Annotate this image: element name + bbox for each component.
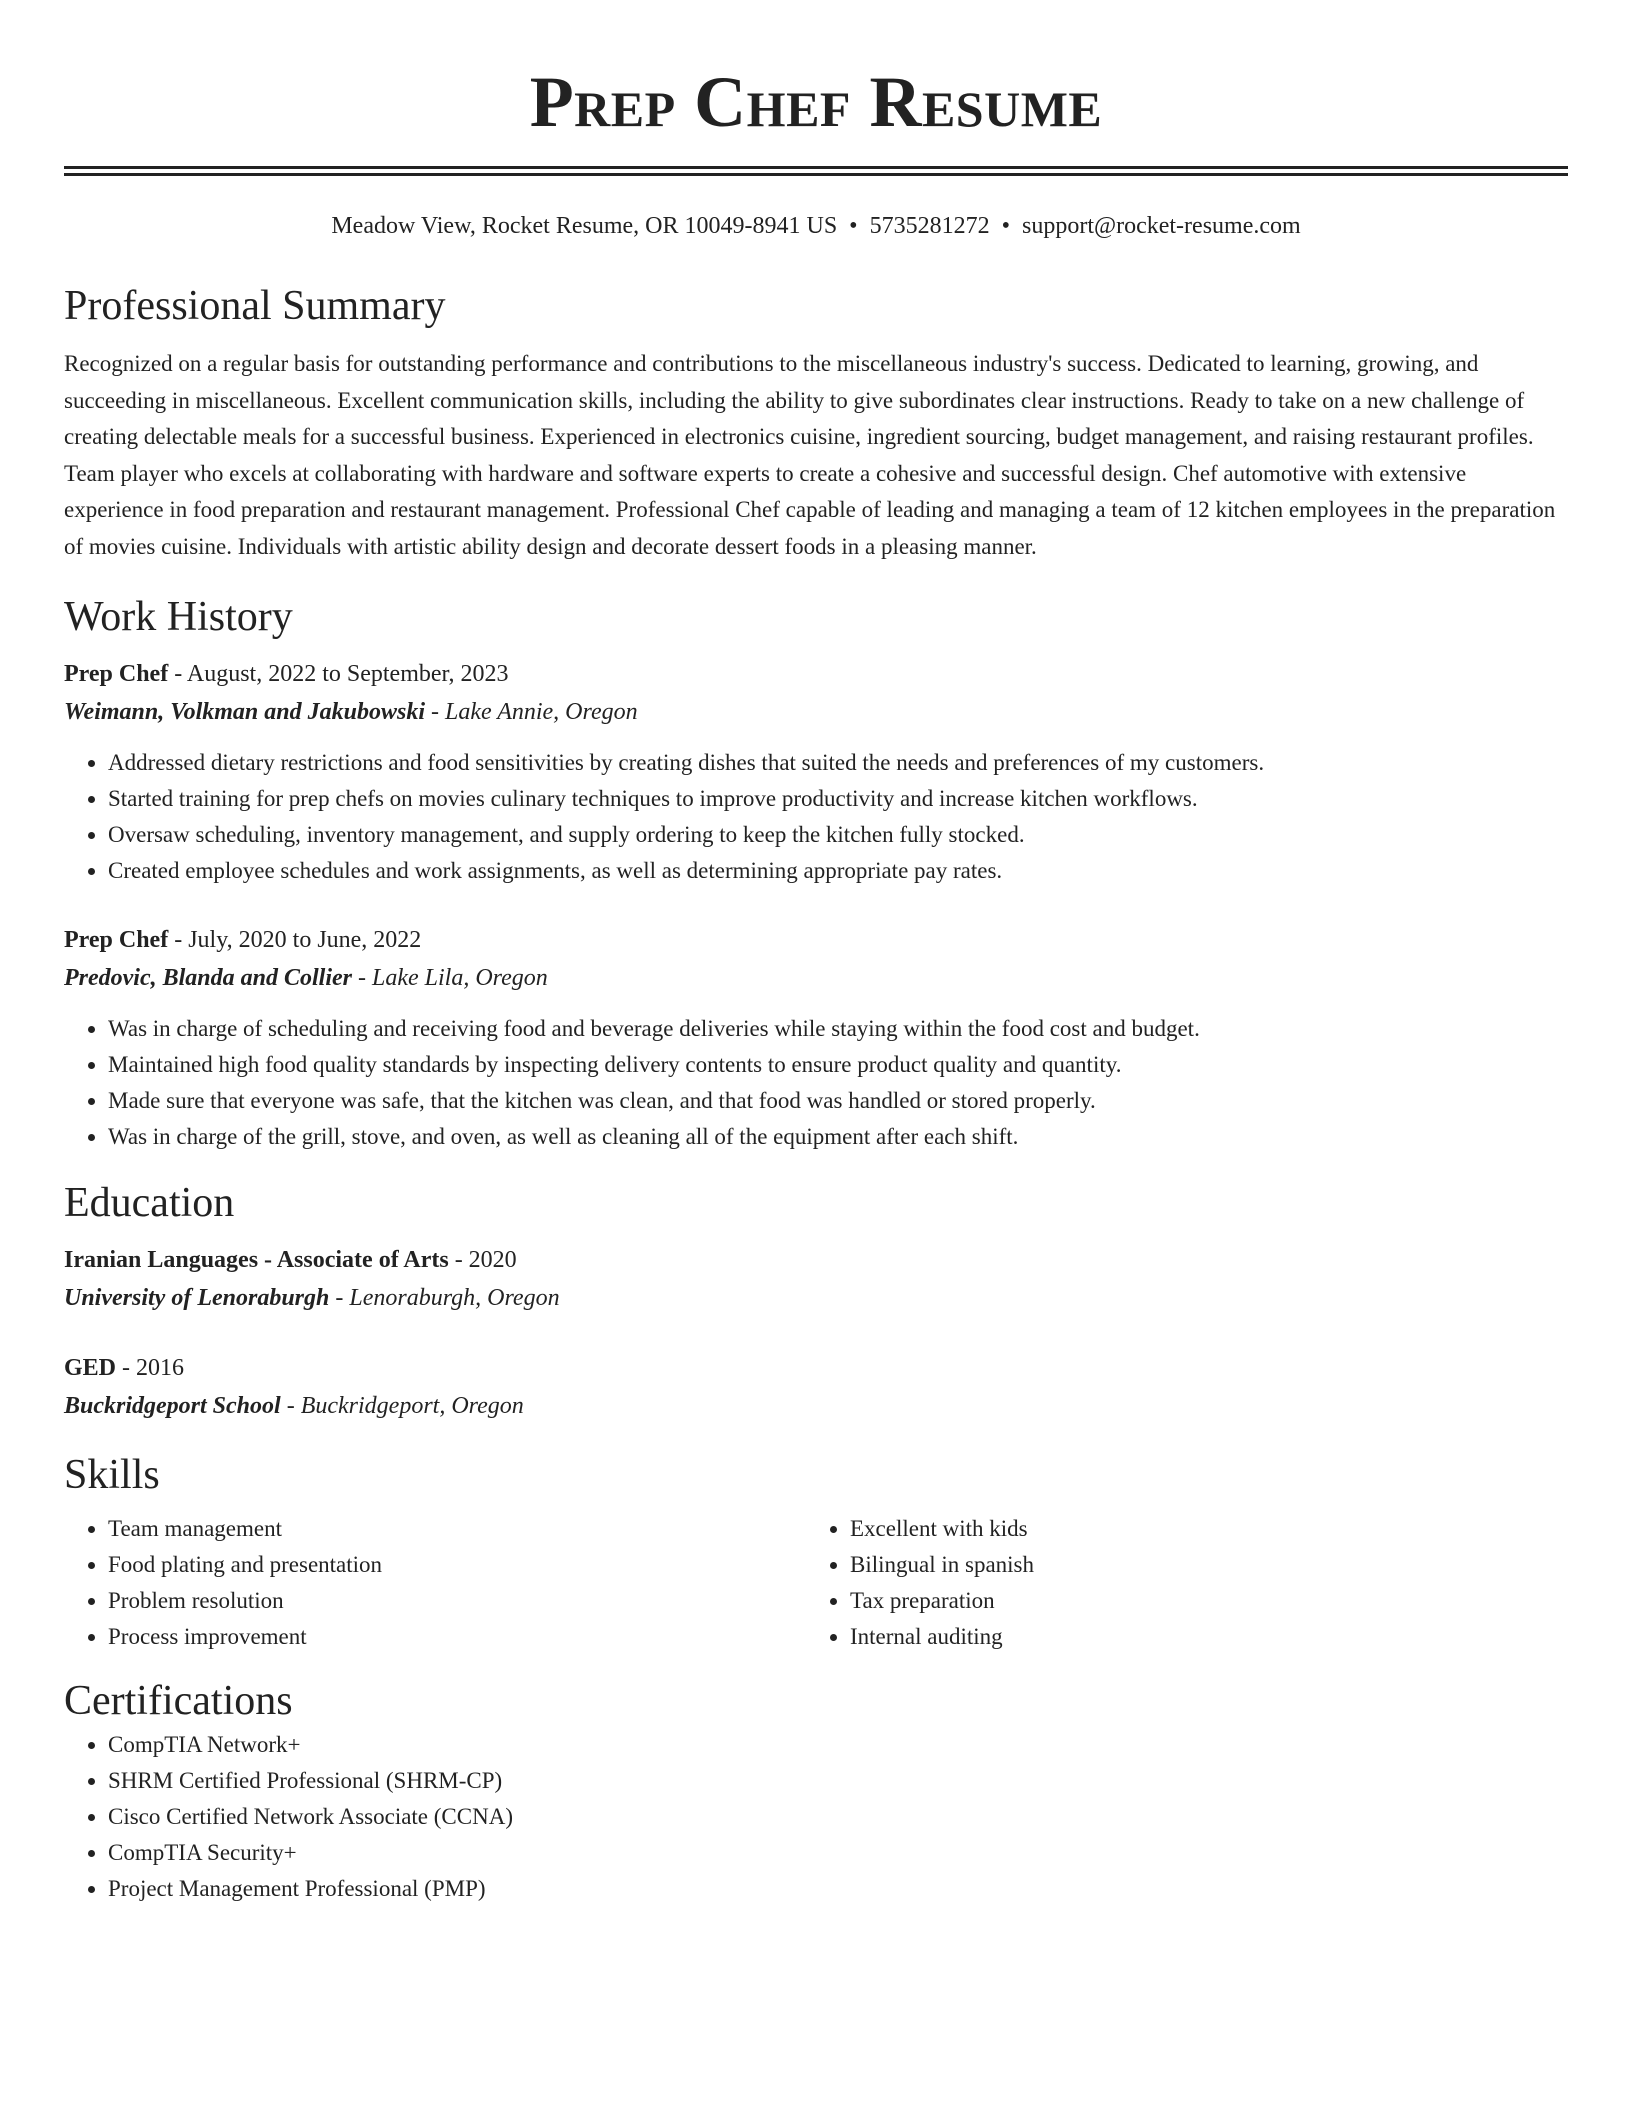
- job-location: - Lake Annie, Oregon: [424, 699, 638, 725]
- education-school-line: [64, 1279, 1568, 1317]
- education-location: - Lenoraburgh, Oregon: [329, 1285, 560, 1311]
- skills-column-right: [806, 1511, 1548, 1655]
- job-company: Weimann, Volkman and Jakubowski: [64, 699, 425, 725]
- job-company-line: [64, 959, 1568, 997]
- section-title-certifications: Certifications: [64, 1678, 293, 1724]
- skills-column-left: [64, 1511, 806, 1655]
- job-location: - Lake Lila, Oregon: [352, 965, 548, 991]
- skill-item: • Process improvement: [108, 1619, 806, 1655]
- certification-item: • Project Management Professional (PMP): [108, 1871, 1568, 1907]
- resume-title: Prep Chef Resume: [529, 62, 1103, 142]
- skill-item: • Team management: [108, 1511, 806, 1547]
- list-item: • Created employee schedules and work assignments, as well as determining appropriate pay rates.: [108, 853, 1568, 889]
- education-entry: [64, 1349, 1568, 1425]
- job-heading: [64, 655, 1568, 693]
- job-entry: [64, 921, 1568, 1155]
- skill-item: • Internal auditing: [850, 1619, 1548, 1655]
- certifications-list: [64, 1727, 1568, 1907]
- certification-item: • CompTIA Security+: [108, 1835, 1568, 1871]
- section-title-work: Work History: [64, 594, 293, 640]
- section-title-education: Education: [64, 1180, 235, 1226]
- job-entry: [64, 655, 1568, 889]
- certification-item: • SHRM Certified Professional (SHRM-CP): [108, 1763, 1568, 1799]
- education-school: University of Lenoraburgh: [64, 1285, 330, 1311]
- education-degree: GED: [64, 1355, 117, 1381]
- education-year: - 2016: [116, 1355, 185, 1381]
- skill-item: • Tax preparation: [850, 1583, 1548, 1619]
- list-item: • Oversaw scheduling, inventory management, and supply ordering to keep the kitchen fully stocked.: [108, 817, 1568, 853]
- list-item: • Addressed dietary restrictions and food sensitivities by creating dishes that suited the needs and preferences of my customers.: [108, 745, 1568, 781]
- list-item: • Started training for prep chefs on movies culinary techniques to improve productivity and increase kitchen workflows.: [108, 781, 1568, 817]
- job-role: Prep Chef: [64, 661, 169, 687]
- education-year: - 2020: [448, 1247, 517, 1273]
- job-company-line: [64, 693, 1568, 731]
- skills-list: [806, 1511, 1548, 1655]
- job-bullets: [64, 1011, 1568, 1155]
- list-item: • Made sure that everyone was safe, that the kitchen was clean, and that food was handled or stored properly.: [108, 1083, 1568, 1119]
- title-divider: [64, 166, 1568, 176]
- education-degree: Iranian Languages - Associate of Arts: [64, 1247, 449, 1273]
- summary-text: Recognized on a regular basis for outstanding performance and contributions to the miscellaneous industry's success. Dedicated to learning, growing, and succeeding in miscellaneous. Excellent communication skills, including the ability to give subordinates clear instructions. Ready to take on a new challenge of creating delectable meals for a successful business. Experienced in electronics cuisine, ingredient sourcing, budget management, and raising restaurant profiles. Team player who excels at collaborating with hardware and software experts to create a cohesive and successful design. Chef automotive with extensive experience in food preparation and restaurant management. Professional Chef capable of leading and managing a team of 12 kitchen employees in the preparation of movies cuisine. Individuals with artistic ability design and decorate dessert foods in a pleasing manner.: [64, 351, 1556, 559]
- contact-line: [64, 210, 1568, 242]
- job-company: Predovic, Blanda and Collier: [64, 965, 352, 991]
- job-bullets: [64, 745, 1568, 889]
- contact-phone: 5735281272: [869, 213, 990, 239]
- section-title-summary: Professional Summary: [64, 283, 446, 329]
- contact-separator: •: [849, 213, 858, 239]
- skill-item: • Bilingual in spanish: [850, 1547, 1548, 1583]
- contact-address: Meadow View, Rocket Resume, OR 10049-8941 US: [331, 213, 838, 239]
- skills-list: [64, 1511, 806, 1655]
- job-dates: - July, 2020 to June, 2022: [168, 927, 422, 953]
- list-item: • Maintained high food quality standards by inspecting delivery contents to ensure product quality and quantity.: [108, 1047, 1568, 1083]
- certification-item: • CompTIA Network+: [108, 1727, 1568, 1763]
- education-heading: [64, 1241, 1568, 1279]
- job-heading: [64, 921, 1568, 959]
- contact-separator: •: [1001, 213, 1010, 239]
- list-item: • Was in charge of the grill, stove, and oven, as well as cleaning all of the equipment after each shift.: [108, 1119, 1568, 1155]
- skill-item: • Problem resolution: [108, 1583, 806, 1619]
- education-school: Buckridgeport School: [64, 1393, 281, 1419]
- education-entry: [64, 1241, 1568, 1317]
- skill-item: • Excellent with kids: [850, 1511, 1548, 1547]
- education-school-line: [64, 1387, 1568, 1425]
- skills-grid: [64, 1511, 1568, 1655]
- job-dates: - August, 2022 to September, 2023: [168, 661, 509, 687]
- contact-email[interactable]: support@rocket-resume.com: [1021, 213, 1301, 239]
- education-location: - Buckridgeport, Oregon: [280, 1393, 524, 1419]
- certification-item: • Cisco Certified Network Associate (CCNA): [108, 1799, 1568, 1835]
- education-heading: [64, 1349, 1568, 1387]
- job-role: Prep Chef: [64, 927, 169, 953]
- list-item: • Was in charge of scheduling and receiving food and beverage deliveries while staying within the food cost and budget.: [108, 1011, 1568, 1047]
- section-title-skills: Skills: [64, 1452, 160, 1498]
- skill-item: • Food plating and presentation: [108, 1547, 806, 1583]
